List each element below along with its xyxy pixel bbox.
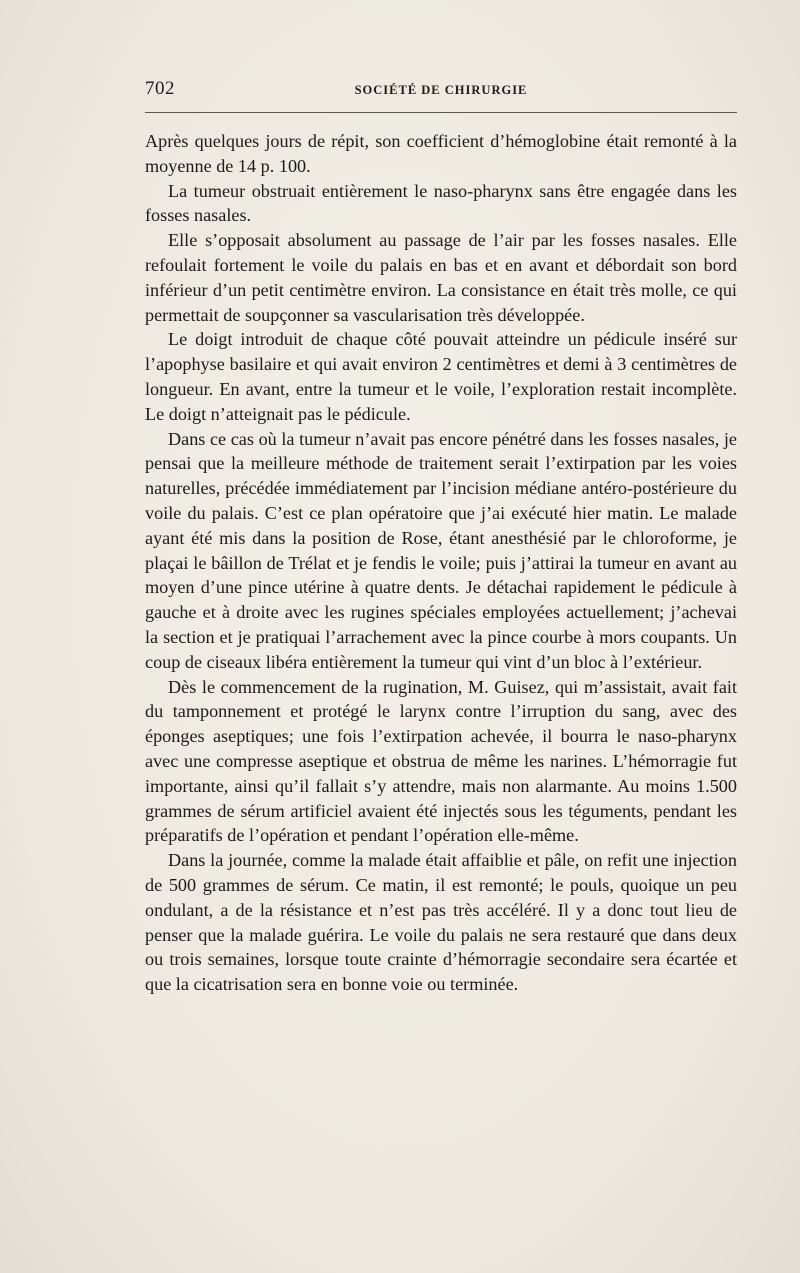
paragraph: Le doigt introduit de chaque côté pouvait atteindre un pédicule inséré sur l’apophyse basilaire et qui avait environ 2 centimètres et demi à 3 centimètres de longueur. En avant, entre la tumeur et le voile, l’exploration restait incomplète. Le doigt n’atteignait pas le pédicule. xyxy=(145,329,737,424)
paragraph: Dans ce cas où la tumeur n’avait pas encore pénétré dans les fosses nasales, je pensai que la meilleure méthode de traitement serait l’extirpation par les voies naturelles, précédée immédiatement par l’incision médiane antéro-postérieure du voile du palais. C’est ce plan opératoire que j’ai exécuté hier matin. Le malade ayant été mis dans la position de Rose, étant anesthésié par le chloroforme, je plaçai le bâillon de Trélat et je fendis le voile; puis j’attirai la tumeur en avant au moyen d’une pince utérine à quatre dents. Je détachai rapidement le pédicule à gauche et à droite avec les rugines spéciales employées actuellement; j’achevai la section et je pratiquai l’arrachement avec la pince courbe à mors coupants. Un coup de ciseaux libéra entièrement la tumeur qui vint d’un bloc à l’extérieur. xyxy=(145,428,737,672)
paragraph: Dès le commencement de la rugination, M. Guisez, qui m’assistait, avait fait du tamponnement et protégé le larynx contre l’irruption du sang, avec des éponges aseptiques; une fois l’extirpation achevée, il bourra le naso-pharynx avec une compresse aseptique et obstrua de même les narines. L’hémorragie fut importante, ainsi qu’il fallait s’y attendre, mais non alarmante. Au moins 1.500 grammes de sérum artificiel avaient été injectés sous les téguments, pendant les préparatifs de l’opération et pendant l’opération elle-même. xyxy=(145,676,737,846)
body-text xyxy=(145,129,737,997)
page-header xyxy=(145,72,737,104)
paragraph: Dans la journée, comme la malade était affaiblie et pâle, on refit une injection de 500 grammes de sérum. Ce matin, il est remonté; le pouls, quoique un peu ondulant, a de la résistance et n’est pas très accéléré. Il y a donc tout lieu de penser que la malade guérira. Le voile du palais ne sera restauré que dans deux ou trois semaines, lorsque toute crainte d’hémorragie secondaire sera écartée et que la cicatrisation sera en bonne voie ou terminée. xyxy=(145,850,737,995)
paragraph: La tumeur obstruait entièrement le naso-pharynx sans être engagée dans les fosses nasales. xyxy=(145,180,737,226)
page-number: 702 xyxy=(145,78,175,99)
paragraph: Elle s’opposait absolument au passage de l’air par les fosses nasales. Elle refoulait fortement le voile du palais en bas et en avant et débordait son bord inférieur d’un petit centimètre environ. La consistance en était très molle, ce qui permettait de soupçonner sa vascularisation très développée. xyxy=(145,230,737,325)
running-head: SOCIÉTÉ DE CHIRURGIE xyxy=(354,83,528,97)
header-rule xyxy=(145,112,737,113)
paragraph: Après quelques jours de répit, son coefficient d’hémoglobine était remonté à la moyenne de 14 p. 100. xyxy=(145,131,737,176)
